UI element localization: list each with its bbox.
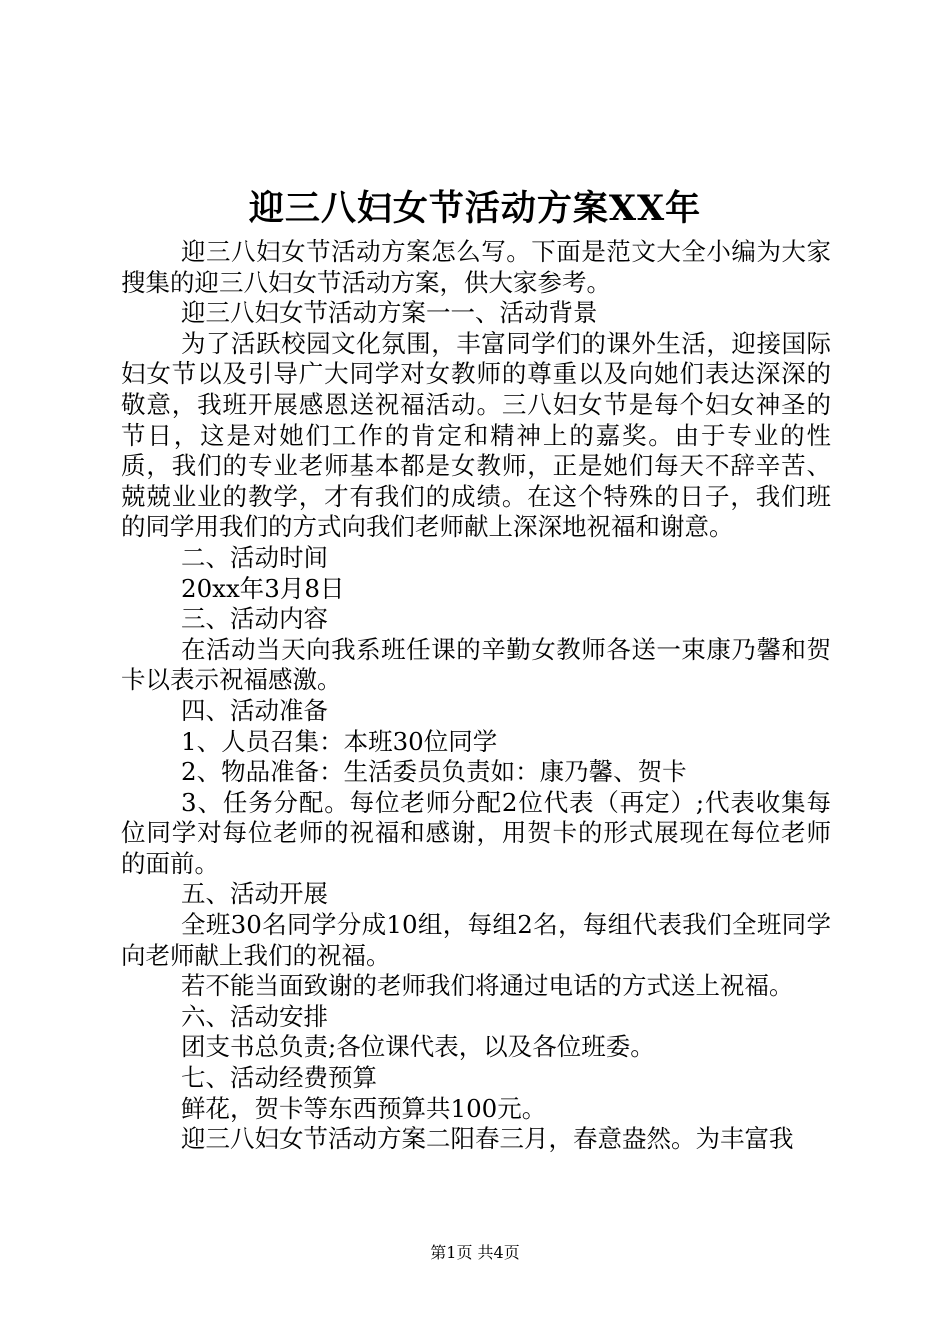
paragraph: 迎三八妇女节活动方案怎么写。下面是范文大全小编为大家搜集的迎三八妇女节活动方案，供大家参考。 bbox=[121, 237, 831, 297]
paragraph: 为了活跃校园文化氛围，丰富同学们的课外生活，迎接国际妇女节以及引导广大同学对女教师的尊重以及向她们表达深深的敬意，我班开展感恩送祝福活动。三八妇女节是每个妇女神圣的节日，这是对她们工作的肯定和精神上的嘉奖。由于专业的性质，我们的专业老师基本都是女教师，正是她们每天不辞辛苦、兢兢业业的教学，才有我们的成绩。在这个特殊的日子，我们班的同学用我们的方式向我们老师献上深深地祝福和谢意。 bbox=[121, 328, 831, 542]
section-heading: 六、活动安排 bbox=[181, 1001, 328, 1031]
paragraph: 迎三八妇女节活动方案二阳春三月，春意盎然。为丰富我 bbox=[181, 1124, 794, 1154]
paragraph: 团支书总负责;各位课代表，以及各位班委。 bbox=[181, 1032, 655, 1062]
paragraph: 全班30名同学分成10组，每组2名，每组代表我们全班同学向老师献上我们的祝福。 bbox=[121, 910, 831, 970]
paragraph: 在活动当天向我系班任课的辛勤女教师各送一束康乃馨和贺卡以表示祝福感激。 bbox=[121, 634, 831, 695]
section-heading: 二、活动时间 bbox=[181, 542, 328, 572]
section-heading: 四、活动准备 bbox=[181, 695, 328, 725]
section-heading: 三、活动内容 bbox=[181, 604, 328, 634]
list-item: 2、物品准备：生活委员负责如：康乃馨、贺卡 bbox=[181, 757, 687, 787]
list-item: 1、人员召集：本班30位同学 bbox=[181, 726, 498, 756]
section-heading: 五、活动开展 bbox=[181, 879, 328, 909]
paragraph: 鲜花，贺卡等东西预算共100元。 bbox=[181, 1093, 547, 1123]
document-body bbox=[121, 237, 831, 1155]
document-title: 迎三八妇女节活动方案XX年 bbox=[248, 188, 702, 229]
page-number-footer: 第1页 共4页 bbox=[430, 1243, 520, 1262]
list-item: 3、任务分配。每位老师分配2位代表（再定）;代表收集每位同学对每位老师的祝福和感谢，用贺卡的形式展现在每位老师的面前。 bbox=[121, 787, 831, 878]
paragraph: 迎三八妇女节活动方案一一、活动背景 bbox=[181, 298, 598, 328]
paragraph: 若不能当面致谢的老师我们将通过电话的方式送上祝福。 bbox=[181, 971, 794, 1001]
section-heading: 七、活动经费预算 bbox=[181, 1063, 377, 1093]
paragraph: 20xx年3月8日 bbox=[181, 573, 345, 603]
